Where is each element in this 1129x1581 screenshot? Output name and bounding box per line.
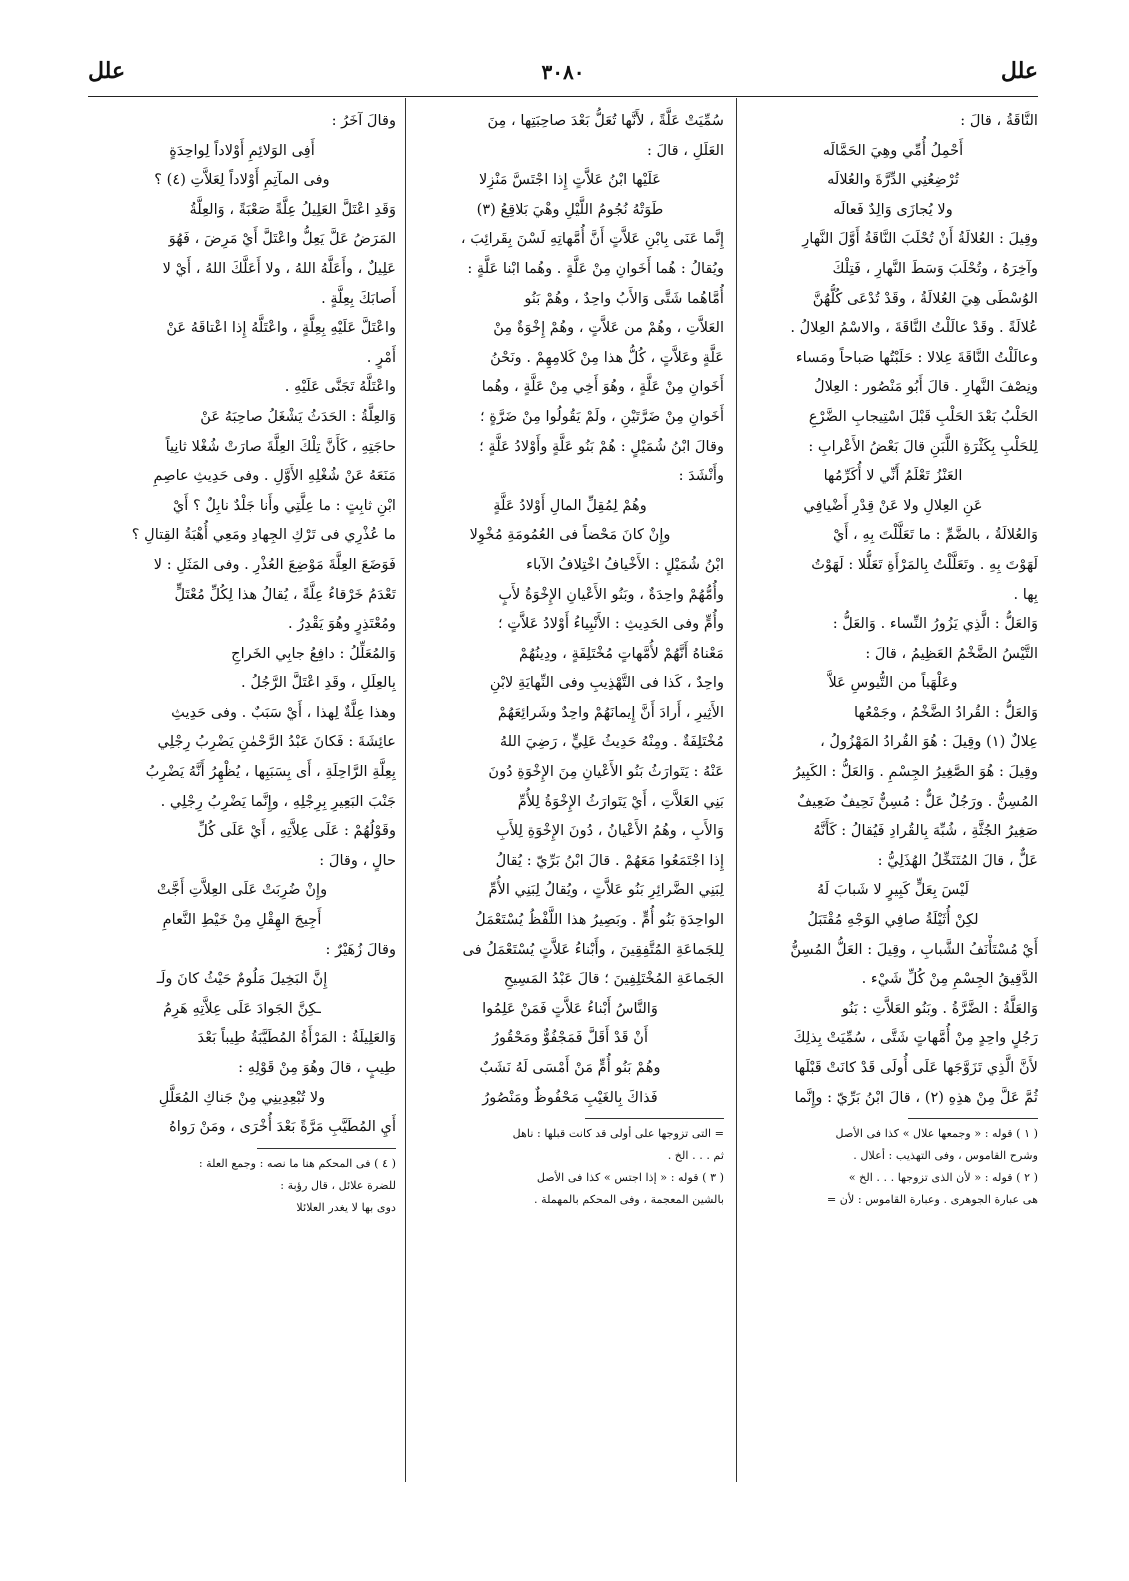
footnote-line: دوى بها لا يغدر العلائلا — [296, 1200, 396, 1214]
text-line: بِها . — [1013, 585, 1038, 603]
text-line: لأَنَّ الَّذِي تَزَوَّجَها عَلَى أُولَى قَدْ كانَتْ قَبْلَها — [794, 1059, 1038, 1076]
text-line: عِلالٌ (١) وقِيلَ : هُوَ القُرادُ المَهْزُولُ ، — [820, 733, 1038, 751]
text-line: ويُقالُ : هُما أَخَوانِ مِنْ عَلَّةٍ . وهُما ابْنا عَلَّةٍ : — [467, 259, 724, 277]
text-line: صَغِيرُ الجُثَّةِ ، شُبِّهَ بِالقُرادِ فَيُقالُ : كَأَنَّهُ — [813, 822, 1038, 840]
text-line: جَنْبَ البَعِيرِ بِرِجْلِهِ ، وإِنَّما يَضْرِبُ رِجْلِي . — [160, 792, 396, 810]
text-line: واعْتَلَّ عَلَيْهِ بِعِلَّةٍ ، واعْتَلَّهُ إِذا اعْتاقَهُ عَنْ — [166, 319, 396, 337]
text-column-middle — [410, 102, 730, 1452]
verse-line: وإِنْ ضُرِبَتْ عَلَى العِلاَّتِ أَجَّتْ — [156, 881, 328, 899]
verse-line: ولا تُبْعِدِينِي مِنْ جَناكِ المُعَلَّلِ — [158, 1088, 326, 1106]
text-line: عَلِيلٌ ، وأَعَلَّهُ اللهُ ، ولا أَعَلَّكَ اللهُ ، أَيْ لا — [162, 259, 396, 277]
text-line: حالٍ ، وقالَ : — [319, 851, 396, 869]
footnote-line: هى عبارة الجوهرى . وعبارة القاموس : لأن = — [826, 1193, 1038, 1207]
text-line: وقِيلَ : العُلالَةُ أَنْ تُحْلَبَ النَّاقَةُ أَوَّلَ النَّهارِ — [802, 230, 1038, 248]
text-line: واعْتَلَّهُ تَجَنَّى عَلَيْهِ . — [284, 378, 396, 396]
text-line: بِعِلَّةِ الرَّاحِلَةِ ، أَى بِسَبَبِها ، يُظْهِرُ أَنَّهُ يَضْرِبُ — [145, 763, 396, 781]
verse-line: وعَلْهَباً من التُّيوسِ عَلاَّ — [828, 674, 958, 692]
text-line: أَخَوانِ مِنْ ضَرَّتَيْنِ ، ولَمْ يَقُولُوا مِنْ ضَرَّةٍ ؛ — [479, 407, 724, 425]
text-line: ومُعْتَذِرٍ وهُوَ يَقْدِرُ . — [287, 615, 396, 633]
text-line: تَعْدَمُ خَرْقاءُ عِلَّةً ، يُقالُ هذا لِكُلِّ مُعْتَلٍّ — [174, 585, 396, 603]
text-line: النَّاقَةُ ، قالَ : — [960, 112, 1038, 129]
text-line: الجَماعَةِ المُخْتَلِفِينَ ؛ قالَ عَبْدُ المَسِيحِ — [503, 970, 724, 988]
page-number: ٣٠٨٠ — [541, 60, 585, 84]
column-divider — [405, 98, 406, 1482]
text-line: أَخَوانِ مِنْ عَلَّةٍ ، وهُوَ أَخِي مِنْ عَلَّةٍ ، وهُما — [481, 378, 724, 396]
footnote-rule — [257, 1148, 396, 1149]
header-root-word-right: علل — [1000, 58, 1038, 84]
text-line: مُخْتَلِفَةٌ . ومِنْهُ حَدِيثُ عَلِيٍّ ، رَضِيَ اللهُ — [499, 733, 724, 751]
verse-line: طَوَتْهُ نُجُومُ اللَّيْلِ وهْيَ بَلاقِعُ (٣) — [476, 200, 664, 218]
verse-line: أَنْ قَدْ أَقَلَّ فَمَجْفُوٌّ ومَحْقُورُ — [491, 1029, 649, 1047]
text-line: فَوَضَعَ العِلَّةَ مَوْضِعَ العُذْرِ . وفى المَثَلِ : لا — [153, 555, 396, 573]
text-line: لِبَنِي الضَّرائِرِ بَنُو عَلاَّتٍ ، ويُقالُ لِبَنِي الأُمِّ — [488, 881, 724, 899]
text-line: وقالَ زُهَيْرٌ : — [325, 940, 396, 958]
text-line: المُسِنُّ . ورَجُلٌ عَلٌّ : مُسِنٌّ نَحِيفٌ ضَعِيفٌ — [797, 792, 1038, 810]
verse-line: فَذاكَ بِالغَيْبِ مَحْفُوظٌ ومَنْصُورُ — [482, 1088, 658, 1106]
footnote-line: ثم . . . الخ . — [667, 1149, 724, 1163]
text-line: وَالعِلَّةُ : الحَدَثُ يَشْغَلُ صاحِبَهُ عَنْ — [200, 407, 396, 425]
text-line: ما عُذْرِي فى تَرْكِ الجِهادِ ومَعِي أُهْبَةُ القِتالِ ؟ — [131, 526, 396, 544]
text-line: حاجَتِهِ ، كَأَنَّ تِلْكَ العِلَّةَ صارَتْ شُغْلا ثانِياً — [165, 437, 396, 455]
text-line: وَقَدِ اعْتَلَّ العَلِيلُ عِلَّةً صَعْبَةً ، وَالعِلَّةُ — [189, 200, 396, 218]
text-line: لِلجَماعَةِ المُتَّفِقِينَ ، وأَبْناءُ عَلاَّتٍ يُسْتَعْمَلُ فى — [462, 940, 724, 958]
text-line: وَالمُعَلِّلُ : دافِعُ جابِي الخَراجِ — [231, 644, 396, 662]
text-line: أَيِ المُطَيَّبِ مَرَّةً بَعْدَ أُخْرَى ، ومَنْ رَواهُ — [169, 1118, 396, 1136]
verse-line: أَفِى الوَلائِمِ أَوْلاداً لِواحِدَةٍ — [169, 141, 315, 159]
footnote-line: ( ٤ ) فى المحكم هنا ما نصه : وجمع العلة : — [198, 1156, 396, 1170]
text-line: أُمَّاهُما شَتَّى وَالأَبُ واحِدٌ ، وهُمْ بَنُو — [524, 289, 724, 307]
text-line: سُمِّيَتْ عَلَّةً ، لأَنَّها تُعَلُّ بَعْدَ صاحِبَتِها ، مِنَ — [487, 112, 724, 129]
text-line: وأُمُّهُمْ واحِدَةٌ ، وبَنُو الأَعْيانِ الإِخْوَةُ لأَبٍ — [498, 585, 724, 603]
text-line: عَلٌّ ، قالَ المُتَنَخِّلُ الهُذَلِيُّ : — [877, 851, 1038, 869]
text-line: واحِدٌ ، كَذا فى التَّهْذِيبِ وفى النِّهايَةِ لابْنِ — [489, 674, 724, 692]
text-line: وأَنْشَدَ : — [678, 467, 724, 485]
text-line: أَصابَكَ بِعِلَّةٍ . — [321, 289, 396, 307]
verse-line: ولا يُجازَى وَالِدٌ فَعالَه — [833, 200, 953, 218]
text-line: بَنِي العَلاَّتِ ، أَيْ يَتَوارَثُ الإِخْوَةُ لِلأُمِّ — [517, 792, 724, 810]
text-line: أَمْرٍ . — [366, 348, 396, 366]
verse-line: ـكِنَّ الجَوادَ عَلَى عِلاَّتِهِ هَرِمُ — [163, 999, 321, 1017]
text-line: وأُمٍّ وفى الحَدِيثِ : الأَنْبِياءُ أَوْلادُ عَلاَّتٍ ؛ — [498, 615, 724, 633]
text-column-left — [82, 102, 402, 1402]
text-line: وقِيلَ : هُوَ الصَّغِيرُ الجِسْمِ . وَالعَلُّ : الكَبِيرُ — [793, 763, 1038, 781]
text-line: العَلَلِ ، قالَ : — [647, 141, 724, 159]
verse-line: عَلَيْها ابْنُ عَلاَّتٍ إِذا اجْتَسَّ مَنْزِلا — [479, 171, 661, 189]
text-line: ثُمَّ عَلَّ مِنْ هذِهِ (٢) ، قالَ ابْنُ بَرِّيّ : وإِنَّما — [794, 1088, 1038, 1106]
text-line: وقالَ آخَرُ : — [331, 112, 396, 129]
text-line: أَيْ مُسْتَأْنَفُ الشَّبابِ ، وقِيلَ : العَلُّ المُسِنُّ — [790, 940, 1038, 958]
verse-line: أَجِيجَ الهِقْلِ مِنْ خَيْطِ النَّعامِ — [162, 911, 322, 929]
text-line: عَلَّةٍ وعَلاَّتٍ ، كُلُّ هذا مِنْ كَلامِهِمْ . ونَحْنُ — [490, 348, 724, 366]
text-line: وَالعَلِيلَةُ : المَرْأَةُ المُطَيَّبَةُ طِيباً بَعْدَ — [197, 1029, 396, 1047]
text-line: مَعْناهُ أَنَّهُمْ لأُمَّهاتٍ مُخْتَلِفَةٍ ، ودِينُهُمْ — [519, 644, 724, 662]
text-line: رَجُلٍ واحِدٍ مِنْ أُمَّهاتٍ شَتَّى ، سُمِّيَتْ بِذلِكَ — [793, 1029, 1038, 1047]
text-line: وَالعَلَّةُ : الضَّرَّةُ . وبَنُو العَلاَّتِ : بَنُو — [841, 999, 1038, 1017]
text-column-right — [742, 102, 1044, 1462]
verse-line: لكِنْ أُثَيْلَةُ صافِي الوَجْهِ مُقْتَبَلُ — [807, 911, 979, 929]
verse-line: أَحْمِلُ أُمِّي وهِيَ الحَمَّالَه — [822, 141, 964, 159]
footnote-line: ( ٢ ) قوله : « لأن الذى تزوجها . . . الخ » — [848, 1171, 1038, 1185]
text-line: وقَوْلُهُمْ : عَلَى عِلاَّتِهِ ، أَيْ عَلَى كُلِّ — [197, 822, 396, 840]
page-header — [88, 58, 1038, 97]
text-line: الوُسْطَى هِيَ العُلالَةُ ، وقَدْ تُدْعَى كُلُّهُنَّ — [812, 289, 1038, 307]
column-divider — [736, 98, 737, 1482]
text-line: وعالَلْتُ النَّاقَةَ عِلالا : حَلَبْتُها صَباحاً ومَساء — [795, 348, 1038, 366]
text-line: العَلاَّتِ ، وهُمْ من عَلاَّتٍ ، وهُمْ إِخْوَةٌ مِنْ — [493, 319, 724, 337]
verse-line: إِنَّ البَخِيلَ مَلُومٌ حَيْثُ كانَ ولَـ — [156, 970, 328, 988]
verse-line: وفى المآتِمِ أَوْلاداً لِعَلاَّتِ (٤) ؟ — [154, 171, 330, 189]
text-line: وهذا عِلَّةٌ لِهذا ، أَيْ سَبَبٌ . وفى حَدِيثِ — [171, 703, 396, 721]
text-line: الأَثِيرِ ، أَرادَ أَنَّ إِيمانَهُمْ واحِدٌ وشَرائِعَهُمْ — [497, 703, 724, 721]
footnote-line: ( ٣ ) قوله : « إذا اجتس » كذا فى الأصل — [536, 1171, 724, 1185]
verse-line: وهُمْ لِمُقِلِّ المالِ أَوْلادُ عَلَّةٍ — [493, 496, 647, 514]
verse-line: وَالنَّاسُ أَبْناءُ عَلاَّتٍ فَمَنْ عَلِمُوا — [482, 999, 658, 1017]
text-line: مَنَعَهُ عَنْ شُغْلِهِ الأَوَّلِ . وفى حَدِيثِ عاصِمِ — [153, 467, 396, 485]
verse-line: وإِنْ كانَ مَحْضاً فى العُمُومَةِ مُخْوِلا — [469, 526, 671, 544]
footnote-line: ( ١ ) قوله : « وجمعها علال » كذا فى الأصل — [835, 1127, 1038, 1141]
text-line: طِيبٍ ، قالَ وهُوَ مِنْ قَوْلِهِ : — [238, 1059, 396, 1076]
footnote-line: بالشين المعجمة ، وفى المحكم بالمهملة . — [533, 1193, 724, 1207]
text-line: الواحِدَةِ بَنُو أُمٍّ . وبَصِيرُ هذا اللَّفْظُ يُسْتَعْمَلُ — [475, 911, 724, 929]
text-line: الحَلْبُ بَعْدَ الحَلْبِ قَبْلَ اسْتِيجابِ الضَّرْعِ — [808, 407, 1038, 425]
text-line: إِذا اجْتَمَعُوا مَعَهُمْ . قالَ ابْنُ بَرِّيّ : يُقالُ — [495, 851, 724, 869]
verse-line: وهُمْ بَنُو أُمٍّ مَنْ أَمْسَى لَهُ نَشَبٌ — [479, 1059, 661, 1076]
text-line: ابْنُ شُمَيْلٍ : الأَخْيافُ اخْتِلافُ الآباء — [526, 555, 724, 573]
footnote-line: = التى تزوجها على أولى قد كانت قبلها : ناهل — [512, 1127, 724, 1141]
verse-line: العَنْزُ تَعْلَمُ أَنِّي لا أُكَرِّمُها — [823, 467, 963, 485]
text-line: وَالعُلالَةُ ، بالضَّمِّ : ما تَعَلَّلْتَ بِهِ ، أَيْ — [832, 526, 1038, 544]
text-line: الدَّقِيقُ الجِسْمِ مِنْ كُلِّ شَيْء . — [861, 970, 1038, 988]
text-line: التَّيْسُ الضَّخْمُ العَظِيمُ ، قالَ : — [865, 644, 1038, 662]
verse-line: تُرْضِعُنِي الدِّرَّةَ والعُلالَه — [827, 171, 959, 189]
text-line: المَرَضُ عَلَّ يَعِلُّ واعْتَلَّ أَيْ مَرِضَ ، فَهُوَ — [168, 230, 396, 248]
verse-line: لَيْسَ بِعَلٍّ كَبِيرٍ لا شَبابَ لَهُ — [816, 881, 970, 899]
text-line: لِلحَلْبِ بِكَثْرَةِ اللَّبَنِ قالَ بَعْضُ الأَعْرابِ : — [808, 437, 1038, 455]
text-line: وَالعَلُّ : الَّذِي يَزُورُ النِّساء . وَالعَلُّ : — [832, 615, 1038, 633]
text-line: ابْنِ ثابِتٍ : ما عِلَّتِي وأَنا جَلْدٌ نابِلٌ ؟ أَيْ — [172, 496, 396, 514]
header-root-word-left: علل — [88, 58, 126, 84]
footnote-rule — [585, 1118, 724, 1119]
footnote-line: للضرة علائل ، قال رؤبة : — [280, 1178, 396, 1192]
text-line: وَالأَبِ ، وهُمُ الأَعْيانُ ، دُونَ الإِخْوَةِ لِلأَبِ — [496, 822, 724, 840]
text-line: عُلالَةً . وقَدْ عالَلْتُ النَّاقَةَ ، والاسْمُ العِلالُ . — [790, 319, 1038, 337]
text-line: إِنَّما عَنَى بِابْنِ عَلاَّتٍ أَنَّ أُمَّهاتِهِ لَسْنَ بِقَرائِبَ ، — [460, 230, 724, 248]
footnote-rule — [908, 1118, 1039, 1119]
verse-line: عَنِ العِلالِ ولا عَنْ قِدْرِ أَضْيافِي — [803, 496, 983, 514]
text-line: وقالَ ابْنُ شُمَيْلٍ : هُمْ بَنُو عَلَّةٍ وأَوْلادُ عَلَّةٍ ؛ — [479, 437, 724, 455]
footnote-line: وشرح القاموس ، وفى التهذيب : أعلال . — [853, 1149, 1038, 1163]
text-line: ونِصْفَ النَّهارِ . قالَ أَبُو مَنْصُور : العِلالُ — [813, 378, 1038, 396]
text-line: بِالعِلَلِ ، وقَدِ اعْتَلَّ الرَّجُلُ . — [241, 674, 396, 692]
text-line: لَهَوْتَ بِهِ . وتَعَلَّلْتُ بِالمَرْأَةِ تَعَلُّلا : لَهَوْتُ — [811, 555, 1038, 573]
text-line: عَنْهُ : يَتَوارَثُ بَنُو الأَعْيانِ مِنَ الإِخْوَةِ دُونَ — [488, 763, 724, 781]
text-line: وآخِرَهُ ، وتُحْلَبَ وَسَطَ النَّهارِ ، فَتِلْكَ — [832, 259, 1038, 277]
text-line: وَالعَلُّ : القُرادُ الضَّخْمُ ، وجَمْعُها — [854, 703, 1038, 721]
text-line: عائِشَةَ : فَكانَ عَبْدُ الرَّحْمٰنِ يَضْرِبُ رِجْلِي — [157, 733, 396, 751]
